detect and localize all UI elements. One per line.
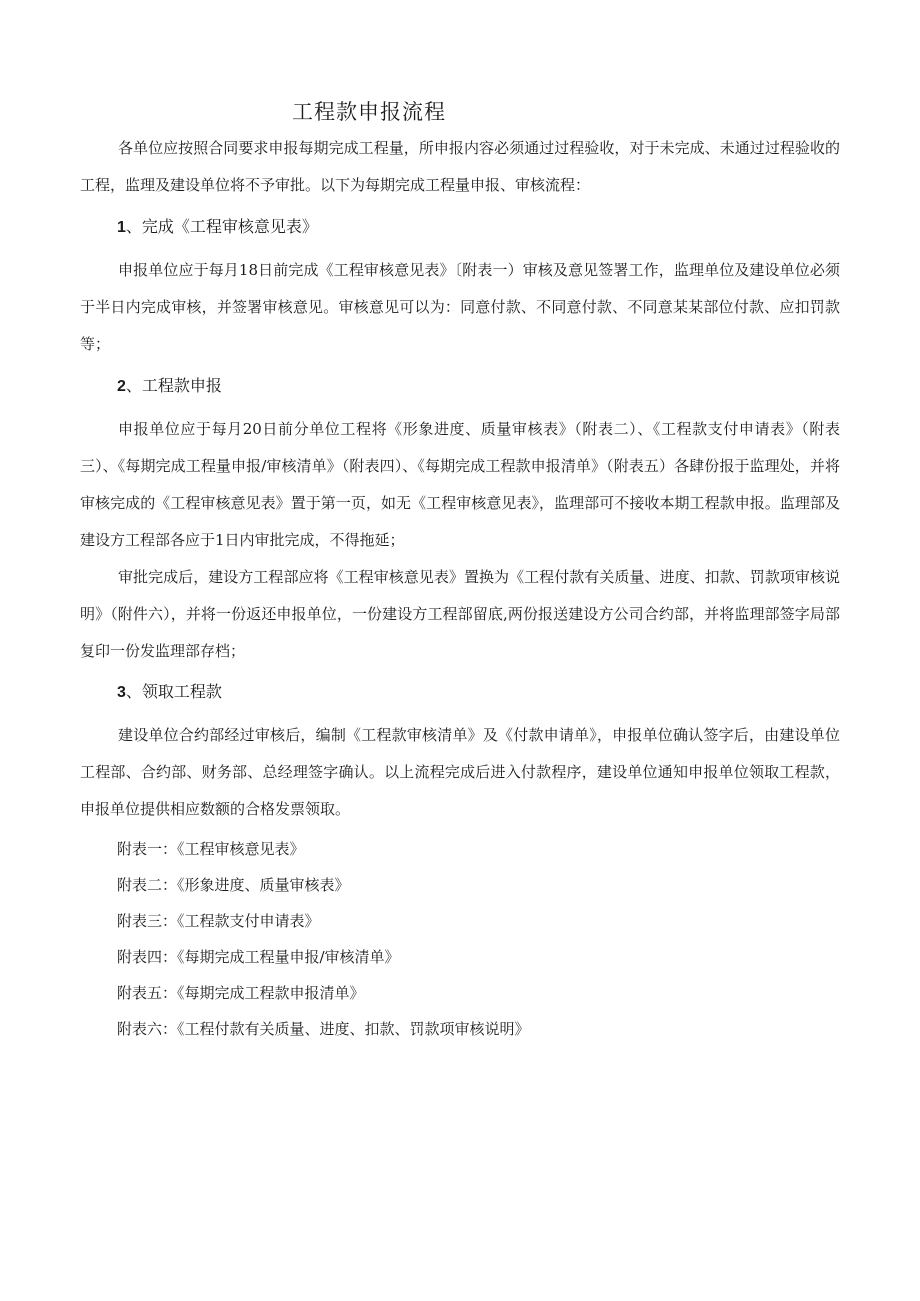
section-title-2: 、工程款申报 [125,376,222,395]
section-2-paragraph-1: 申报单位应于每月20日前分单位工程将《形象进度、质量审核表》（附表二）、《工程款支付申请表》（附表三）、《每期完成工程量申报/审核清单》（附表四）、《每期完成工程款申报清单》（附表五）各肆份报于监理处，并将审核完成的《工程审核意见表》置于第一页，如无《工程审核意见表》，监理部可不接收本期工程款申报。监理部及建设方工程部各应于1日内审批完成，不得拖延； [80,420,840,549]
appendix-item-4: 附表四：《每期完成工程量申报/审核清单》 [117,948,400,966]
section-3-paragraph-1: 建设单位合约部经过审核后，编制《工程款审核清单》及《付款申请单》，申报单位确认签字后，由建设单位工程部、合约部、财务部、总经理签字确认。以上流程完成后进入付款程序，建设单位通知申报单位领取工程款，申报单位提供相应数额的合格发票领取。 [80,726,840,818]
appendix-item-6: 附表六：《工程付款有关质量、进度、扣款、罚款项审核说明》 [117,1020,530,1038]
section-heading-2 [117,373,222,396]
section-heading-1 [117,214,318,237]
section-number-1: 1 [117,219,126,236]
intro-paragraph: 各单位应按照合同要求申报每期完成工程量，所申报内容必须通过过程验收，对于未完成、未通过过程验收的工程，监理及建设单位将不予审批。以下为每期完成工程量申报、审核流程： [80,139,840,194]
appendix-item-2: 附表二：《形象进度、质量审核表》 [117,876,350,894]
section-number-3: 3 [117,684,126,701]
section-number-2: 2 [117,378,126,395]
section-title-3: 、领取工程款 [125,682,222,701]
appendix-item-5: 附表五：《每期完成工程款申报清单》 [117,984,365,1002]
section-1-paragraph-1: 申报单位应于每月18日前完成《工程审核意见表》〔附表一）审核及意见签署工作，监理单位及建设单位必须于半日内完成审核，并签署审核意见。审核意见可以为：同意付款、不同意付款、不同意某某部位付款、应扣罚款等； [80,261,840,353]
appendix-item-1: 附表一：《工程审核意见表》 [117,840,305,858]
section-heading-3 [117,679,222,702]
document-title: 工程款申报流程 [292,100,446,124]
appendix-item-3: 附表三：《工程款支付申请表》 [117,912,320,930]
section-title-1: 、完成《工程审核意见表》 [125,217,318,236]
section-2-paragraph-2: 审批完成后，建设方工程部应将《工程审核意见表》置换为《工程付款有关质量、进度、扣款、罚款项审核说明》（附件六），并将一份返还申报单位，一份建设方工程部留底,两份报送建设方公司合约部，并将监理部签字局部复印一份发监理部存档； [80,568,840,660]
